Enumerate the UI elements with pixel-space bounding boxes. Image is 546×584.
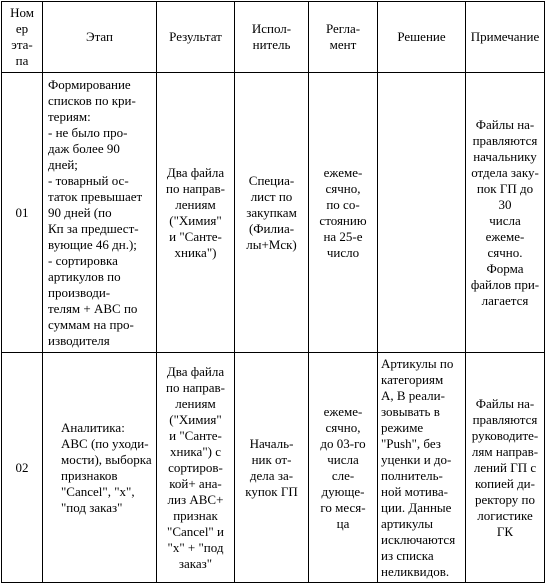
note-cell: Файлы на- правляются начальнику отдела заку- пок ГП до 30 числа ежеме- сячно. Форма файлов при- лагается (466, 73, 545, 353)
result-cell: Два файла по направ- лениям ("Химия" и "Санте- хника") с сортиров- кой+ ана- лиз АВС+ признак "Cancel" и "x" + "под заказ" (157, 353, 235, 583)
decision-cell: Артикулы по категориям А, В реали- зовывать в режиме "Push", без уценки и до- полнитель- ной мотива- ции. Данные артикулы исключаются из списка неликвидов. (378, 353, 466, 583)
stage-cell: Аналитика: АВС (по уходи- мости), выборка признаков "Cancel", "x", "под заказ" (43, 353, 157, 583)
header-result: Результат (157, 2, 235, 73)
header-note: Примечание (466, 2, 545, 73)
stage-number-cell: 01 (2, 73, 43, 353)
schedule-cell: ежеме- сячно, по со- стоянию на 25-е число (309, 73, 378, 353)
process-table (1, 1, 545, 583)
table-row (2, 73, 545, 353)
header-row (2, 2, 545, 73)
executor-cell: Началь- ник от- дела за- купок ГП (235, 353, 309, 583)
executor-cell: Специа- лист по закупкам (Филиа- лы+Мск) (235, 73, 309, 353)
result-cell: Два файла по направ- лениям ("Химия" и "Санте- хника") (157, 73, 235, 353)
note-cell: Файлы на- правляются руководите- лям направ- лений ГП с копией ди- ректору по логистике ГК (466, 353, 545, 583)
table-row (2, 353, 545, 583)
header-stage: Этап (43, 2, 157, 73)
header-schedule: Регла- мент (309, 2, 378, 73)
stage-number-cell: 02 (2, 353, 43, 583)
header-executor: Испол- нитель (235, 2, 309, 73)
header-stage-number: Ном ер эта- па (2, 2, 43, 73)
stage-cell: Формирование списков по кри- териям: - не было про- даж более 90 дней; - товарный ос- таток превышает 90 дней (по Кп за предшест- вующие 46 дн.); - сортировка артикулов по производи- телям + АВС по суммам на про- изводителя (43, 73, 157, 353)
header-decision: Решение (378, 2, 466, 73)
decision-cell (378, 73, 466, 353)
schedule-cell: ежеме- сячно, до 03-го числа сле- дующе- го меся- ца (309, 353, 378, 583)
